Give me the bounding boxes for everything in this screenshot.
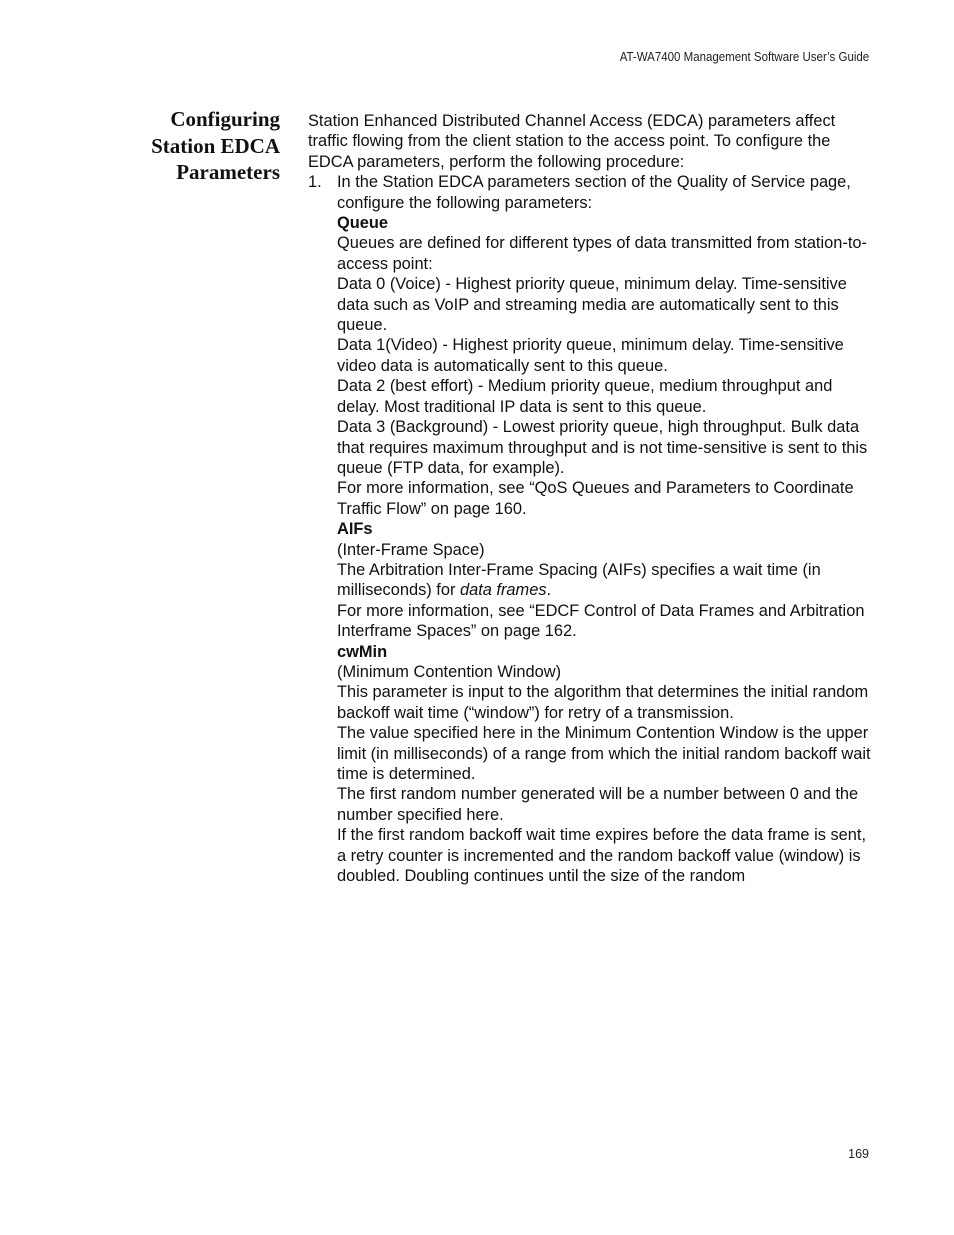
step-number: 1.: [308, 173, 322, 192]
step-text: In the Station EDCA parameters section of the Quality of Service page, configure the following parameters:: [337, 173, 851, 212]
queue-data3: Data 3 (Background) - Lowest priority queue, high throughput. Bulk data that requires maximum throughput and is not time-sensitive is sent to this queue (FTP data, for example).: [337, 418, 868, 477]
cwmin-paragraph-3: The first random number generated will be a number between 0 and the number specified here.: [337, 785, 859, 824]
section-heading-line-3: Parameters: [176, 160, 280, 184]
aifs-subtitle: (Inter-Frame Space): [337, 540, 485, 559]
aifs-description: [337, 560, 874, 601]
section-heading: [100, 106, 280, 186]
aifs-more-info: For more information, see “EDCF Control of Data Frames and Arbitration Interframe Spaces” on page 162.: [337, 601, 865, 641]
running-header: AT-WA7400 Management Software User’s Guide: [619, 50, 869, 64]
queue-data2: Data 2 (best effort) - Medium priority queue, medium throughput and delay. Most traditional IP data is sent to this queue.: [337, 377, 833, 416]
queue-data0: Data 0 (Voice) - Highest priority queue, minimum delay. Time-sensitive data such as VoIP and streaming media are automatically sent to this queue.: [337, 275, 847, 335]
cwmin-paragraph-4: If the first random backoff wait time expires before the data frame is sent, a retry counter is incremented and the random backoff value (window) is doubled. Doubling continues until the size of the random: [337, 826, 866, 886]
queue-more-info: For more information, see “QoS Queues and Parameters to Coordinate Traffic Flow” on page 160.: [337, 479, 854, 518]
param-name-aifs: AIFs: [337, 520, 373, 539]
aifs-desc-after: .: [546, 581, 552, 600]
aifs-desc-before: The Arbitration Inter-Frame Spacing (AIFs) specifies a wait time (in milliseconds) for: [337, 560, 821, 600]
section-heading-line-2: Station EDCA: [151, 133, 280, 158]
aifs-desc-emphasis: data frames: [459, 581, 547, 600]
main-content: [308, 111, 874, 886]
cwmin-paragraph-2: The value specified here in the Minimum Contention Window is the upper limit (in milliseconds) of a range from which the initial random backoff wait time is determined.: [337, 724, 871, 783]
section-heading-line-1: Configuring: [170, 107, 280, 131]
cwmin-subtitle: (Minimum Contention Window): [337, 662, 562, 681]
queue-data1: Data 1(Video) - Highest priority queue, minimum delay. Time-sensitive video data is automatically sent to this queue.: [337, 336, 844, 375]
page-number: 169: [848, 1147, 869, 1161]
procedure-step: [308, 172, 874, 886]
param-name-queue: Queue: [337, 214, 389, 233]
param-name-cwmin: cwMin: [337, 642, 388, 661]
intro-paragraph: Station Enhanced Distributed Channel Access (EDCA) parameters affect traffic flowing from the client station to the access point. To configure the EDCA parameters, perform the following procedure:: [308, 112, 836, 171]
cwmin-paragraph-1: This parameter is input to the algorithm that determines the initial random backoff wait time (“window”) for retry of a transmission.: [337, 683, 869, 722]
queue-description: Queues are defined for different types of data transmitted from station-to-access point:: [337, 234, 867, 273]
step-body: [337, 172, 874, 886]
